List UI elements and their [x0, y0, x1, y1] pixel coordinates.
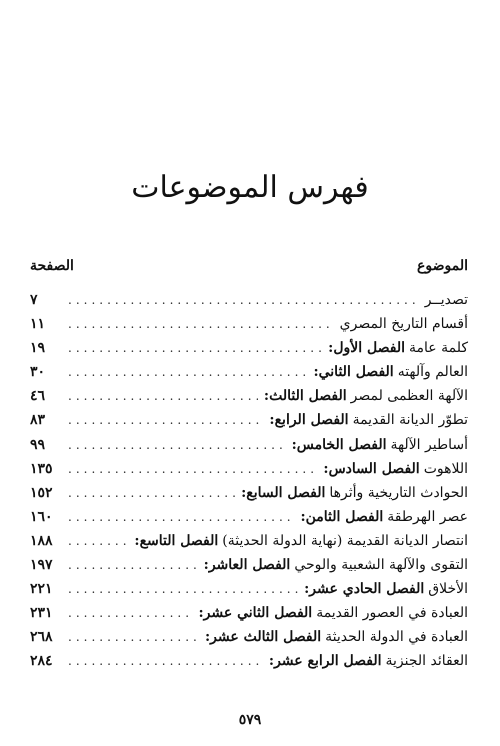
entry-title: العقائد الجنزية — [385, 653, 468, 670]
toc-entry — [30, 408, 468, 432]
entry-title: العبادة في الدولة الحديثة — [325, 629, 468, 646]
entry-chapter: الفصل العاشر: — [203, 557, 291, 574]
entry-page-number: ١١ — [30, 316, 46, 333]
entry-chapter: الفصل الحادي عشر: — [304, 581, 425, 598]
toc-entry — [30, 601, 468, 625]
column-headers — [30, 258, 468, 282]
dot-leader — [68, 408, 263, 432]
toc-entry — [30, 649, 468, 673]
entry-chapter: الفصل الثامن: — [300, 508, 384, 525]
page-number: ٥٧٩ — [238, 712, 262, 728]
entry-chapter: الفصل الثالث عشر: — [204, 629, 322, 646]
entry-title: التقوى والآلهة الشعبية والوحي — [294, 557, 468, 574]
entry-text — [323, 457, 468, 481]
dot-leader — [68, 625, 199, 649]
entry-chapter: الفصل الثاني: — [313, 364, 394, 381]
entry-title: الحوادث التاريخية وأثرها — [329, 484, 468, 501]
dot-leader — [68, 577, 298, 601]
entry-title: عصر الهرطقة — [387, 508, 468, 525]
entry-title: الآلهة العظمى لمصر — [350, 388, 468, 405]
toc-entry — [30, 505, 468, 529]
page-title: فهرس الموضوعات — [131, 170, 369, 206]
entry-page-number: ١٥٢ — [30, 484, 53, 501]
entry-text — [269, 649, 468, 673]
entry-title: انتصار الديانة القديمة (نهاية الدولة الحديثة) — [222, 532, 468, 549]
entry-text — [264, 384, 468, 408]
entry-chapter: الفصل الثاني عشر: — [198, 605, 313, 622]
dot-leader — [68, 360, 307, 384]
toc-entry — [30, 529, 468, 553]
entry-page-number: ٢٣١ — [30, 605, 53, 622]
entry-chapter: الفصل الرابع عشر: — [268, 653, 382, 670]
dot-leader — [68, 384, 258, 408]
dot-leader — [68, 601, 193, 625]
entry-text — [205, 625, 468, 649]
entry-title: تطوّر الديانة القديمة — [352, 412, 468, 429]
toc-entry — [30, 384, 468, 408]
entry-text — [292, 433, 468, 457]
toc-entry — [30, 625, 468, 649]
entry-text — [313, 360, 468, 384]
entry-page-number: ٢٨٤ — [30, 653, 53, 670]
entry-page-number: ١٨٨ — [30, 532, 53, 549]
entry-title: العالم وآلهته — [397, 364, 468, 381]
entry-text — [269, 408, 468, 432]
toc-entry — [30, 433, 468, 457]
entry-text — [300, 505, 468, 529]
entry-title: العبادة في العصور القديمة — [316, 605, 468, 622]
dot-leader — [68, 649, 263, 673]
dot-leader — [68, 505, 294, 529]
toc-entry — [30, 553, 468, 577]
toc-entry — [30, 336, 468, 360]
entry-page-number: ١٩ — [30, 340, 46, 357]
table-of-contents — [30, 288, 468, 674]
entry-chapter: الفصل الثالث: — [263, 388, 347, 405]
toc-entry — [30, 577, 468, 601]
entry-page-number: ٨٣ — [30, 412, 46, 429]
entry-page-number: ١٣٥ — [30, 460, 53, 477]
entry-title: كلمة عامة — [409, 340, 468, 357]
entry-title: الأخلاق — [428, 581, 468, 598]
entry-text — [199, 601, 469, 625]
dot-leader — [68, 336, 322, 360]
dot-leader — [68, 529, 128, 553]
entry-chapter: الفصل السادس: — [323, 460, 420, 477]
entry-chapter: الفصل الخامس: — [291, 436, 387, 453]
entry-text — [328, 336, 468, 360]
entry-text — [204, 553, 468, 577]
dot-leader — [68, 288, 415, 312]
toc-entry — [30, 481, 468, 505]
entry-title: اللاهوت — [423, 460, 468, 477]
dot-leader — [68, 481, 235, 505]
entry-page-number: ٣٠ — [30, 364, 46, 381]
dot-leader — [68, 312, 330, 336]
entry-chapter: الفصل الأول: — [328, 340, 406, 357]
entry-page-number: ١٦٠ — [30, 508, 53, 525]
entry-title: أساطير الآلهة — [390, 436, 468, 453]
topic-column-header: الموضوع — [417, 258, 468, 274]
entry-page-number: ٢٢١ — [30, 581, 53, 598]
entry-chapter: الفصل السابع: — [241, 484, 326, 501]
toc-entry — [30, 312, 468, 336]
entry-page-number: ١٩٧ — [30, 557, 53, 574]
page-column-header: الصفحة — [30, 258, 74, 274]
entry-text — [336, 312, 468, 336]
entry-chapter: الفصل التاسع: — [134, 532, 219, 549]
toc-entry — [30, 288, 468, 312]
entry-text — [421, 288, 468, 312]
dot-leader — [68, 433, 286, 457]
entry-page-number: ٤٦ — [30, 388, 46, 405]
entry-title: أقسام التاريخ المصري — [339, 316, 468, 333]
entry-text — [241, 481, 468, 505]
entry-text — [134, 529, 468, 553]
entry-text — [304, 577, 468, 601]
toc-entry — [30, 457, 468, 481]
entry-page-number: ٧ — [30, 292, 38, 308]
toc-entry — [30, 360, 468, 384]
entry-chapter: الفصل الرابع: — [269, 412, 349, 429]
dot-leader — [68, 457, 317, 481]
dot-leader — [68, 553, 198, 577]
entry-title: تصديــر — [424, 292, 468, 308]
entry-page-number: ٩٩ — [30, 436, 46, 453]
entry-page-number: ٢٦٨ — [30, 629, 53, 646]
